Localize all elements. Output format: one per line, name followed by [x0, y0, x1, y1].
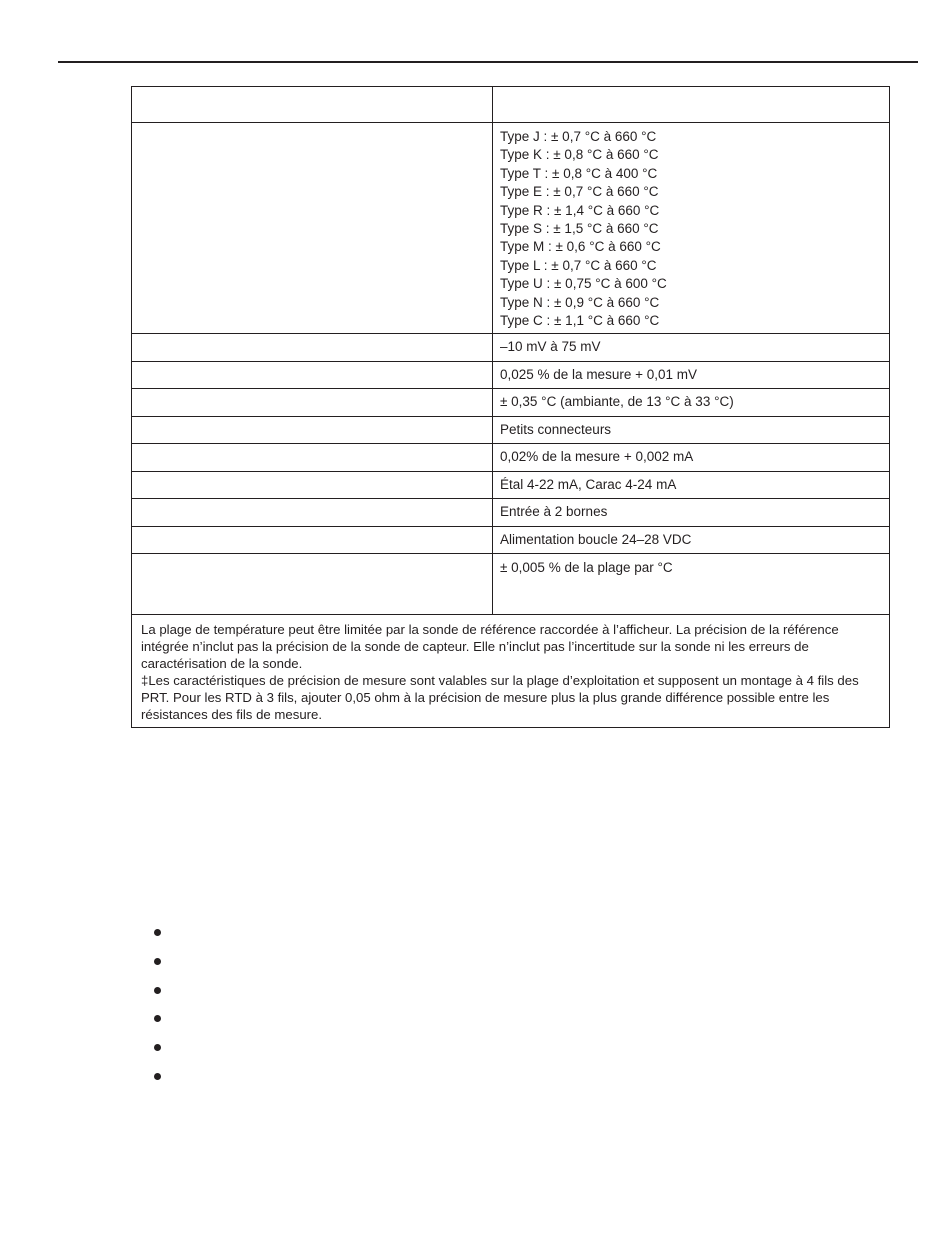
value-cell: ± 0,35 °C (ambiante, de 13 °C à 33 °C) — [500, 394, 734, 410]
tc-type-c: Type C : ± 1,1 °C à 660 °C — [500, 313, 660, 329]
bullet-dot-icon — [154, 929, 161, 936]
bullet-dot-icon — [154, 1044, 161, 1051]
tc-type-l: Type L : ± 0,7 °C à 660 °C — [500, 257, 657, 273]
tc-type-n: Type N : ± 0,9 °C à 660 °C — [500, 294, 660, 310]
table-row — [132, 471, 889, 499]
bullet-dot-icon — [154, 1073, 161, 1080]
table-row — [132, 416, 889, 444]
table-row — [132, 361, 889, 389]
label-cell — [132, 527, 493, 554]
label-cell — [132, 389, 493, 416]
table-header-value-cell — [493, 87, 889, 122]
value-cell: –10 mV à 75 mV — [500, 339, 601, 355]
table-header-label-cell — [132, 87, 493, 122]
tc-type-m: Type M : ± 0,6 °C à 660 °C — [500, 239, 661, 255]
table-row — [132, 388, 889, 416]
header-rule — [58, 61, 918, 63]
value-cell: Étal 4-22 mA, Carac 4-24 mA — [500, 476, 677, 492]
tc-type-s: Type S : ± 1,5 °C à 660 °C — [500, 221, 659, 237]
tc-type-t: Type T : ± 0,8 °C à 400 °C — [500, 165, 658, 181]
tc-type-e: Type E : ± 0,7 °C à 660 °C — [500, 184, 659, 200]
label-cell — [132, 334, 493, 361]
table-row — [132, 526, 889, 554]
value-cell: Petits connecteurs — [500, 421, 612, 437]
table-footnotes — [132, 614, 889, 727]
label-cell — [132, 123, 493, 333]
bullet-dot-icon — [154, 987, 161, 994]
table-row — [132, 443, 889, 471]
tc-type-u: Type U : ± 0,75 °C à 600 °C — [500, 276, 667, 292]
value-cell: 0,02% de la mesure + 0,002 mA — [500, 449, 694, 465]
label-cell — [132, 444, 493, 471]
label-cell — [132, 472, 493, 499]
table-header-row — [132, 87, 889, 122]
value-cell — [493, 123, 889, 333]
tc-type-j: Type J : ± 0,7 °C à 660 °C — [500, 129, 657, 144]
value-cell: ± 0,005 % de la plage par °C — [500, 560, 673, 576]
label-cell — [132, 362, 493, 389]
table-row — [132, 553, 889, 614]
bullet-dot-icon — [154, 1015, 161, 1022]
value-cell: Entrée à 2 bornes — [500, 504, 608, 520]
label-cell — [132, 417, 493, 444]
value-cell: Alimentation boucle 24–28 VDC — [500, 531, 692, 547]
table-row — [132, 333, 889, 361]
value-cell: 0,025 % de la mesure + 0,01 mV — [500, 366, 697, 382]
label-cell — [132, 499, 493, 526]
tc-type-r: Type R : ± 1,4 °C à 660 °C — [500, 202, 660, 218]
bullet-dot-icon — [154, 958, 161, 965]
table-row — [132, 498, 889, 526]
footnote-temperature-range: La plage de température peut être limitée par la sonde de référence raccordée à l’afficheur. La précision de la référence intégrée n’inclut pas la précision de la sonde de capteur. Elle n’inclut pas l’incertitude sur la sonde ni les erreurs de caractérisation de la sonde. — [141, 622, 839, 672]
footnote-prt-accuracy: ‡Les caractéristiques de précision de mesure sont valables sur la plage d’exploitation et supposent un montage à 4 fils des PRT. Pour les RTD à 3 fils, ajouter 0,05 ohm à la précision de mesure plus la plus grande différence possible entre les résistances des fils de mesure. — [141, 673, 859, 723]
tc-type-k: Type K : ± 0,8 °C à 660 °C — [500, 147, 659, 163]
label-cell — [132, 554, 493, 614]
table-row-thermocouple-accuracy — [132, 122, 889, 333]
specifications-table — [131, 86, 890, 728]
